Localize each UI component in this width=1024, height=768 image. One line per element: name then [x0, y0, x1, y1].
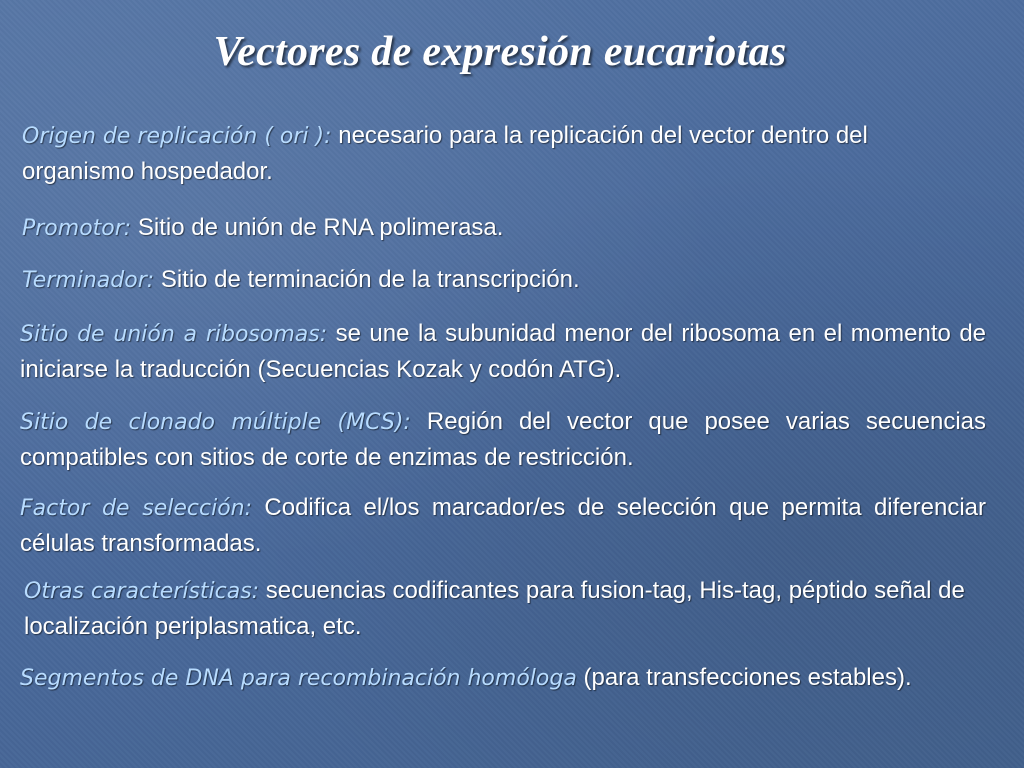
slide-title: Vectores de expresión eucariotas [213, 29, 787, 75]
list-item-sitio-clonado-multiple [20, 404, 986, 476]
item-term: Otras características: [24, 579, 260, 604]
item-description: (para transfecciones estables). [576, 664, 912, 691]
item-term: Terminador: [22, 268, 155, 293]
item-term: Promotor: [22, 216, 132, 241]
item-description: Región del vector que posee varias secuencias compatibles con sitios de corte de enzimas de restricción. [20, 408, 986, 471]
item-description: se une la subunidad menor del ribosoma en el momento de iniciarse la traducción (Secuencias Kozak y codón ATG). [20, 320, 987, 383]
item-description: secuencias codificantes para fusion-tag, His-tag, péptido señal de localización periplasmatica, etc. [24, 577, 965, 640]
item-term: Sitio de clonado múltiple (MCS): [20, 410, 411, 435]
list-item-promotor [22, 210, 962, 246]
list-item-terminador [22, 262, 962, 298]
item-description: Sitio de terminación de la transcripción. [154, 266, 580, 293]
item-term: Sitio de unión a ribosomas: [20, 322, 328, 347]
list-item-otras-caracteristicas [24, 573, 990, 645]
item-term: Origen de replicación ( ori ): [22, 124, 332, 149]
list-item-segmentos-dna [20, 660, 986, 696]
list-item-origen-replicacion [22, 118, 962, 190]
item-description: Codifica el/los marcador/es de selección que permita diferenciar células transformadas. [20, 494, 986, 557]
item-term: Segmentos de DNA para recombinación homóloga [20, 666, 577, 691]
list-item-factor-seleccion [20, 490, 986, 562]
list-item-sitio-union-ribosomas [20, 316, 986, 388]
item-description: Sitio de unión de RNA polimerasa. [131, 214, 504, 241]
item-term: Factor de selección: [20, 496, 253, 521]
item-description: necesario para la replicación del vector dentro del organismo hospedador. [22, 122, 868, 185]
